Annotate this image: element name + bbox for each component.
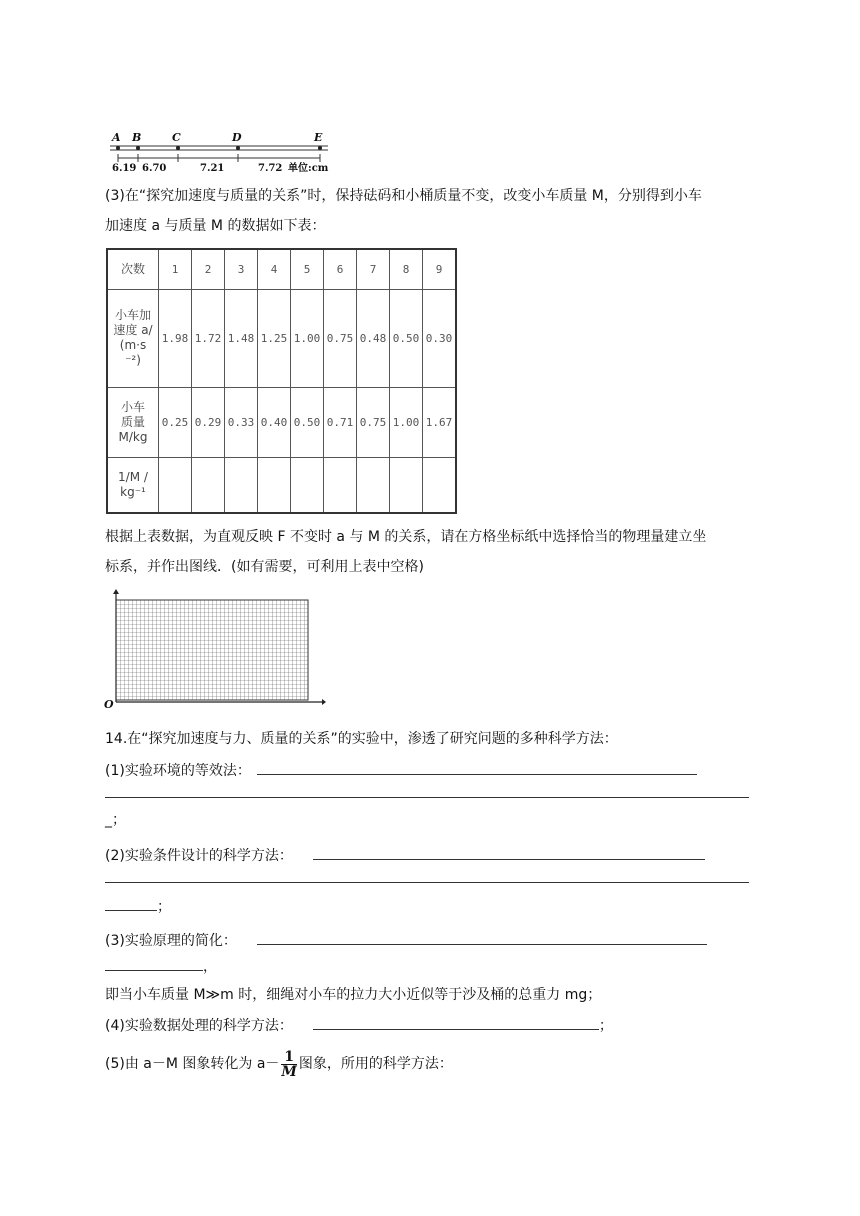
answer-blank-1b[interactable] [105, 796, 749, 798]
q14-item-3-end-line [105, 956, 217, 977]
mass-row-label [107, 387, 159, 457]
answer-blank-4[interactable] [313, 1015, 599, 1030]
table-cell[interactable] [291, 457, 324, 513]
instruction-line-2: 标系，并作出图线．(如有需要，可利用上表中空格) [105, 559, 424, 575]
q14-item-5-prefix: (5)由 a－M 图象转化为 a－ [105, 1056, 280, 1072]
tape-point-b: B [132, 131, 142, 144]
graph-paper-svg [104, 588, 326, 712]
acceleration-label-line-2: 速度 a/ [113, 323, 153, 337]
answer-blank-3a[interactable] [257, 930, 707, 945]
reciprocal-label-line-1: 1/M / [118, 469, 148, 484]
q14-item-1-end: _； [105, 812, 126, 828]
acceleration-label-line-4: ⁻²) [125, 353, 141, 367]
reciprocal-m-fraction [281, 1050, 297, 1079]
reciprocal-label-line-2: kg⁻¹ [120, 484, 146, 499]
tape-distance-ab: 6.19 [112, 163, 137, 174]
table-cell: 1.25 [258, 289, 291, 387]
q14-item-2-label: (2)实验条件设计的科学方法： [105, 848, 293, 864]
table-cell: 1.48 [225, 289, 258, 387]
table-cell: 1.67 [423, 387, 457, 457]
tape-point-c: C [172, 131, 181, 144]
q14-item-1 [105, 760, 697, 781]
tape-point-e: E [314, 131, 323, 144]
q14-item-2-end-line [105, 896, 171, 917]
table-cell: 0.71 [324, 387, 357, 457]
table-cell: 1.00 [291, 289, 324, 387]
table-cell: 0.40 [258, 387, 291, 457]
table-col-7: 7 [357, 249, 390, 289]
table-header-label: 次数 [107, 249, 159, 289]
answer-blank-2b[interactable] [105, 881, 749, 883]
q14-item-2 [105, 845, 705, 866]
table-row-reciprocal-mass [107, 457, 456, 513]
table-cell: 1.72 [192, 289, 225, 387]
q14-item-2-end: ； [157, 899, 171, 915]
table-col-1: 1 [159, 249, 192, 289]
tape-unit-label: 单位:cm [288, 163, 329, 174]
table-cell: 0.33 [225, 387, 258, 457]
fraction-denominator: M [281, 1063, 297, 1080]
data-table [106, 248, 457, 514]
answer-blank-3b[interactable] [105, 956, 203, 971]
q14-item-3-end: ， [203, 959, 217, 975]
origin-label: O [104, 698, 114, 711]
table-col-2: 2 [192, 249, 225, 289]
instruction-line-1: 根据上表数据，为直观反映 F 不变时 a 与 M 的关系，请在方格坐标纸中选择恰当的物理量建立坐 [105, 529, 707, 545]
mass-label-line-1: 小车 [120, 399, 145, 414]
tape-distance-cd: 7.21 [200, 163, 225, 174]
table-cell[interactable] [390, 457, 423, 513]
table-row-acceleration [107, 289, 456, 387]
acceleration-row-label [107, 289, 159, 387]
q3-line-2: 加速度 a 与质量 M 的数据如下表： [105, 218, 326, 234]
q3-line-1: (3)在“探究加速度与质量的关系”时，保持砝码和小桶质量不变，改变小车质量 M，分别得到小车 [105, 188, 702, 204]
reciprocal-row-label [107, 457, 159, 513]
table-cell[interactable] [159, 457, 192, 513]
tape-point-d: D [232, 131, 242, 144]
table-cell: 0.50 [390, 289, 423, 387]
table-cell: 0.50 [291, 387, 324, 457]
table-cell[interactable] [258, 457, 291, 513]
table-cell: 0.25 [159, 387, 192, 457]
q14-item-5-suffix: 图象，所用的科学方法： [298, 1056, 453, 1072]
table-cell[interactable] [324, 457, 357, 513]
q14-item-4-end: ； [598, 1018, 613, 1034]
table-col-3: 3 [225, 249, 258, 289]
table-col-8: 8 [390, 249, 423, 289]
table-cell[interactable] [357, 457, 390, 513]
table-col-6: 6 [324, 249, 357, 289]
q14-item-3 [105, 930, 707, 951]
table-header-row [107, 249, 456, 289]
table-cell: 0.75 [324, 289, 357, 387]
tape-distance-de: 7.72 [258, 163, 283, 174]
answer-blank-2c[interactable] [105, 896, 157, 911]
acceleration-label-line-3: (m·s [119, 338, 147, 352]
answer-blank-1a[interactable] [257, 760, 697, 775]
q14-item-3-label: (3)实验原理的简化： [105, 933, 237, 949]
table-cell: 1.00 [390, 387, 423, 457]
table-cell: 1.98 [159, 289, 192, 387]
tape-diagram [108, 128, 333, 176]
q14-note: 即当小车质量 M≫m 时，细绳对小车的拉力大小近似等于沙及桶的总重力 mg； [105, 987, 602, 1003]
table-col-5: 5 [291, 249, 324, 289]
fraction-numerator: 1 [281, 1050, 297, 1065]
table-row-mass [107, 387, 456, 457]
table-cell[interactable] [192, 457, 225, 513]
table-cell: 0.29 [192, 387, 225, 457]
table-cell: 0.48 [357, 289, 390, 387]
table-cell[interactable] [225, 457, 258, 513]
q14-item-1-label: (1)实验环境的等效法： [105, 763, 251, 779]
table-cell: 0.30 [423, 289, 457, 387]
q14-title: 14.在“探究加速度与力、质量的关系”的实验中，渗透了研究问题的多种科学方法： [105, 731, 618, 747]
q14-item-4 [105, 1015, 613, 1036]
mass-label-line-3: M/kg [118, 429, 148, 444]
q14-item-5 [105, 1044, 453, 1084]
table-cell[interactable] [423, 457, 457, 513]
table-col-9: 9 [423, 249, 457, 289]
mass-label-line-2: 质量 [120, 414, 145, 429]
graph-paper[interactable] [104, 588, 326, 712]
acceleration-label-line-1: 小车加 [114, 308, 151, 322]
table-cell: 0.75 [357, 387, 390, 457]
tape-point-a: A [112, 131, 121, 144]
table-col-4: 4 [258, 249, 291, 289]
answer-blank-2a[interactable] [313, 845, 705, 860]
q14-item-4-label: (4)实验数据处理的科学方法： [105, 1018, 293, 1034]
tape-distance-bc: 6.70 [142, 163, 167, 174]
